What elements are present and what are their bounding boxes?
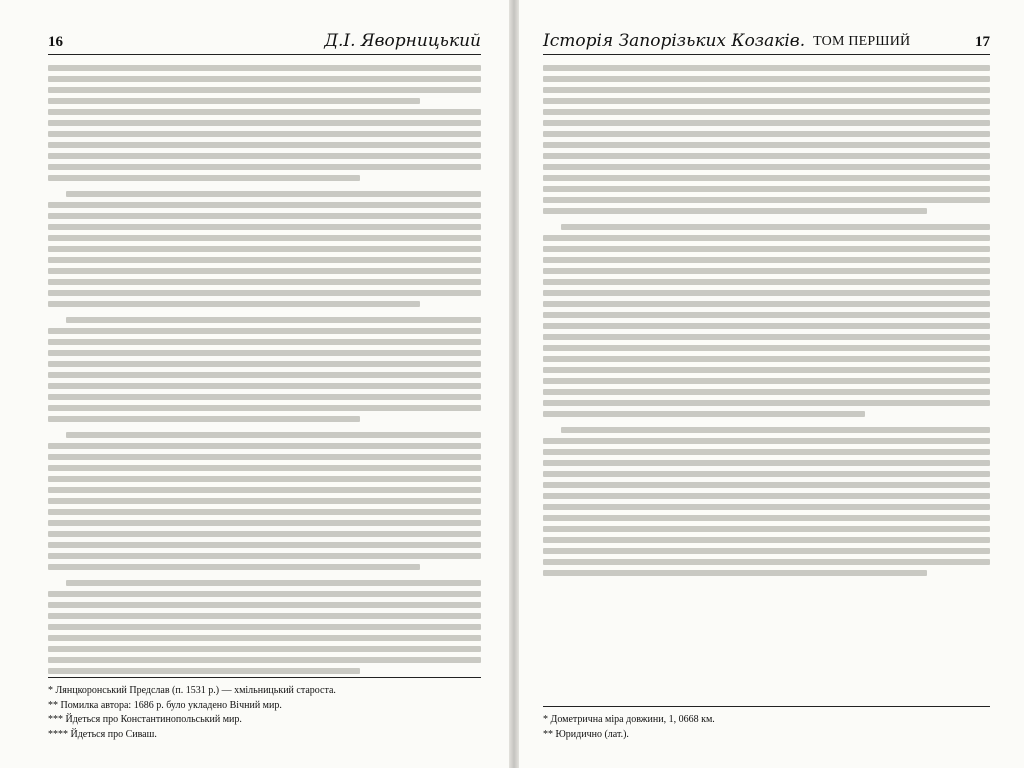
left-footnote-1: * Лянцкоронський Предслав (п. 1531 р.) — хмільницький староста.	[48, 685, 336, 696]
left-footnotes	[48, 677, 481, 742]
right-running-head	[543, 22, 990, 55]
left-page-number: 16	[48, 34, 63, 50]
right-running-title: Історія Запорізьких Козаків.	[543, 31, 806, 51]
right-page-number: 17	[975, 34, 990, 50]
book-gutter	[509, 0, 519, 768]
left-page	[0, 0, 509, 768]
right-footnote-2: ** Юридично (лат.).	[543, 728, 629, 740]
left-footnote-4: **** Йдеться про Сиваш.	[48, 728, 157, 740]
left-footnote-3: *** Йдеться про Константинопольський мир.	[48, 714, 242, 725]
left-running-head	[48, 22, 481, 55]
right-running-head-text	[543, 33, 910, 50]
right-page	[519, 0, 1024, 768]
right-footnote-1: * Дометрична міра довжини, 1, 0668 км.	[543, 714, 715, 725]
left-footnote-2: ** Помилка автора: 1686 р. було укладено Вічний мир.	[48, 699, 282, 711]
left-running-title: Д.І. Яворницький	[324, 31, 481, 51]
right-running-subtitle: ТОМ ПЕРШИЙ	[813, 34, 911, 49]
right-footnotes	[543, 706, 990, 742]
right-body-text	[543, 65, 990, 675]
left-body-text	[48, 65, 481, 675]
